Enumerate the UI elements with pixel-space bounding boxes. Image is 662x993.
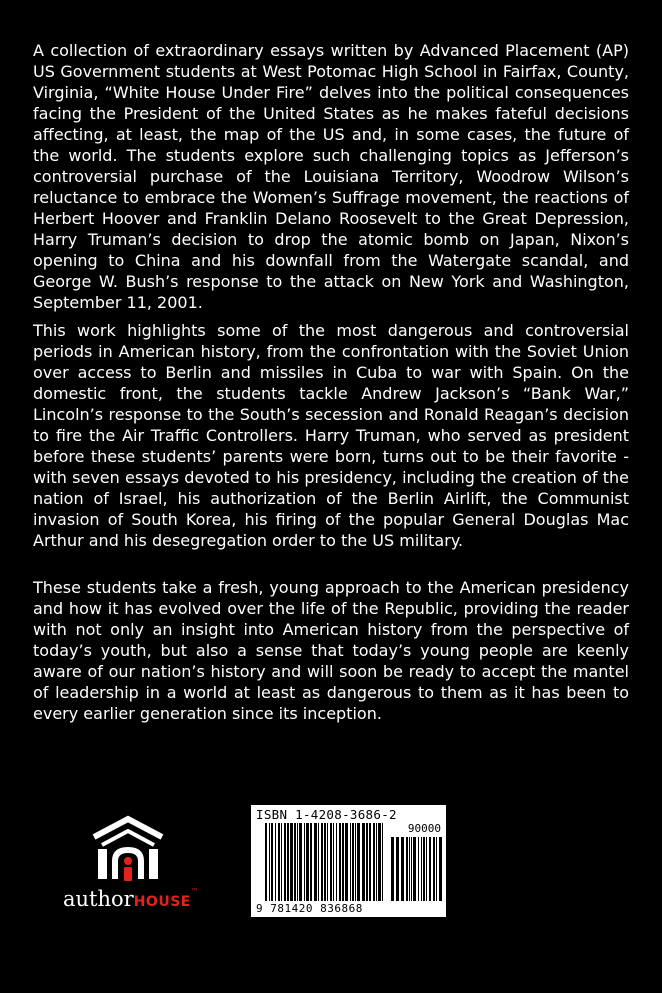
barcode-bar [294,823,296,901]
barcode-bar [366,823,368,901]
barcode-addon-bar [421,837,422,901]
barcode-bar [284,823,286,901]
price-code: 90000 [407,822,441,835]
barcode-addon-bar [401,837,404,901]
barcode-addon-bar [409,837,410,901]
barcode-bar [362,823,365,901]
barcode-bar [373,823,375,901]
barcode-addon-bar [406,837,408,901]
barcode-bar [376,823,377,901]
barcode-bar [299,823,302,901]
barcode-bar [275,823,276,901]
barcode-bar [327,823,328,901]
barcode-bar [336,823,337,901]
blurb-paragraph-3: These students take a fresh, young approach to the American presidency and how it has evolved over the life of the Republic, providing the reader with not only an insight into American history from the perspective of today’s youth, but also a sense that today’s young people are keenly aware of our nation’s history and will soon be ready to accept the mantel of leadership in a world at least as dangerous to them as it has been to every earlier generation since its inception. [33,578,629,723]
barcode-bar [355,823,356,901]
barcode-addon-bar [429,837,431,901]
publisher-logo [60,815,220,915]
barcode-addon-bar [433,837,435,901]
barcode-bar [281,823,282,901]
barcode-bar [369,823,371,901]
barcode-bar [265,823,267,901]
barcode-bar [330,823,332,901]
barcode-bar [304,823,305,901]
trademark-symbol: ™ [190,887,199,896]
barcode-bar [278,823,280,901]
blurb-paragraph-1: A collection of extraordinary essays written by Advanced Placement (AP) US Government students at West Potomac High School in Fairfax, County, Virginia, “White House Under Fire” delves into the political consequences facing the President of the United States as he makes fateful decisions affecting, at least, the map of the US and, in some cases, the future of the world. The students explore such challenging topics as Jefferson’s controversial purchase of the Louisiana Territory, Woodrow Wilson’s reluctance to embrace the Women’s Suffrage movement, the reactions of Herbert Hoover and Franklin Delano Roosevelt to the Great Depression, Harry Truman’s decision to drop the atomic bomb on Japan, Nixon’s opening to China and his downfall from the Watergate scandal, and George W. Bush’s response to the attack on New York and Washington, September 11, 2001. [33,41,629,312]
barcode-bar [321,823,323,901]
authorhouse-logo-icon [88,815,168,887]
barcode-addon-bar [439,837,442,901]
barcode-addon-bar [391,837,394,901]
barcode-bar [318,823,319,901]
barcode-bar [310,823,312,901]
barcode-bar [314,823,317,901]
barcode-addon-bar [418,837,419,901]
isbn-barcode [251,805,446,917]
publisher-name [63,887,199,911]
ean-digits: 9 781420 836868 [256,902,363,915]
barcode-addon-bar [411,837,412,901]
barcode-bar [324,823,326,901]
barcode-addon-bar [436,837,437,901]
barcode-bar [269,823,270,901]
barcode-addon-bar [413,837,416,901]
blurb-paragraph-2: This work highlights some of the most dangerous and controversial periods in American history, from the confrontation with the Soviet Union over access to Berlin and missiles in Cuba to war with Spain. On the domestic front, the students tackle Andrew Jackson’s “Bank War,” Lincoln’s response to the South’s secession and Ronald Reagan’s decision to fire the Air Traffic Controllers. Harry Truman, who served as president before these students’ parents were born, turns out to be their favorite - with seven essays devoted to his presidency, including the creation of the nation of Israel, his authorization of the Berlin Airlift, the Communist invasion of South Korea, his firing of the popular General Douglas Mac Arthur and his desegregation order to the US military. [33,321,629,550]
publisher-name-house: HOUSE [133,894,191,910]
barcode-bar [382,823,383,901]
barcode-addon-bar [396,837,399,901]
publisher-name-author: author [63,887,134,911]
barcode-bar [290,823,293,901]
barcode-bar [287,823,289,901]
barcode-bar [297,823,298,901]
barcode-addon-bar [423,837,425,901]
barcode-bar [345,823,348,901]
barcode-bar [306,823,309,901]
barcode-bar [342,823,344,901]
barcode-bar [339,823,341,901]
barcode-bar [350,823,351,901]
barcode-addon-bar [426,837,427,901]
isbn-text: ISBN 1-4208-3686-2 [256,807,397,822]
barcode-bar [378,823,381,901]
barcode-bar [357,823,360,901]
barcode-bar [271,823,273,901]
barcode-bar [352,823,354,901]
barcode-bar [333,823,334,901]
